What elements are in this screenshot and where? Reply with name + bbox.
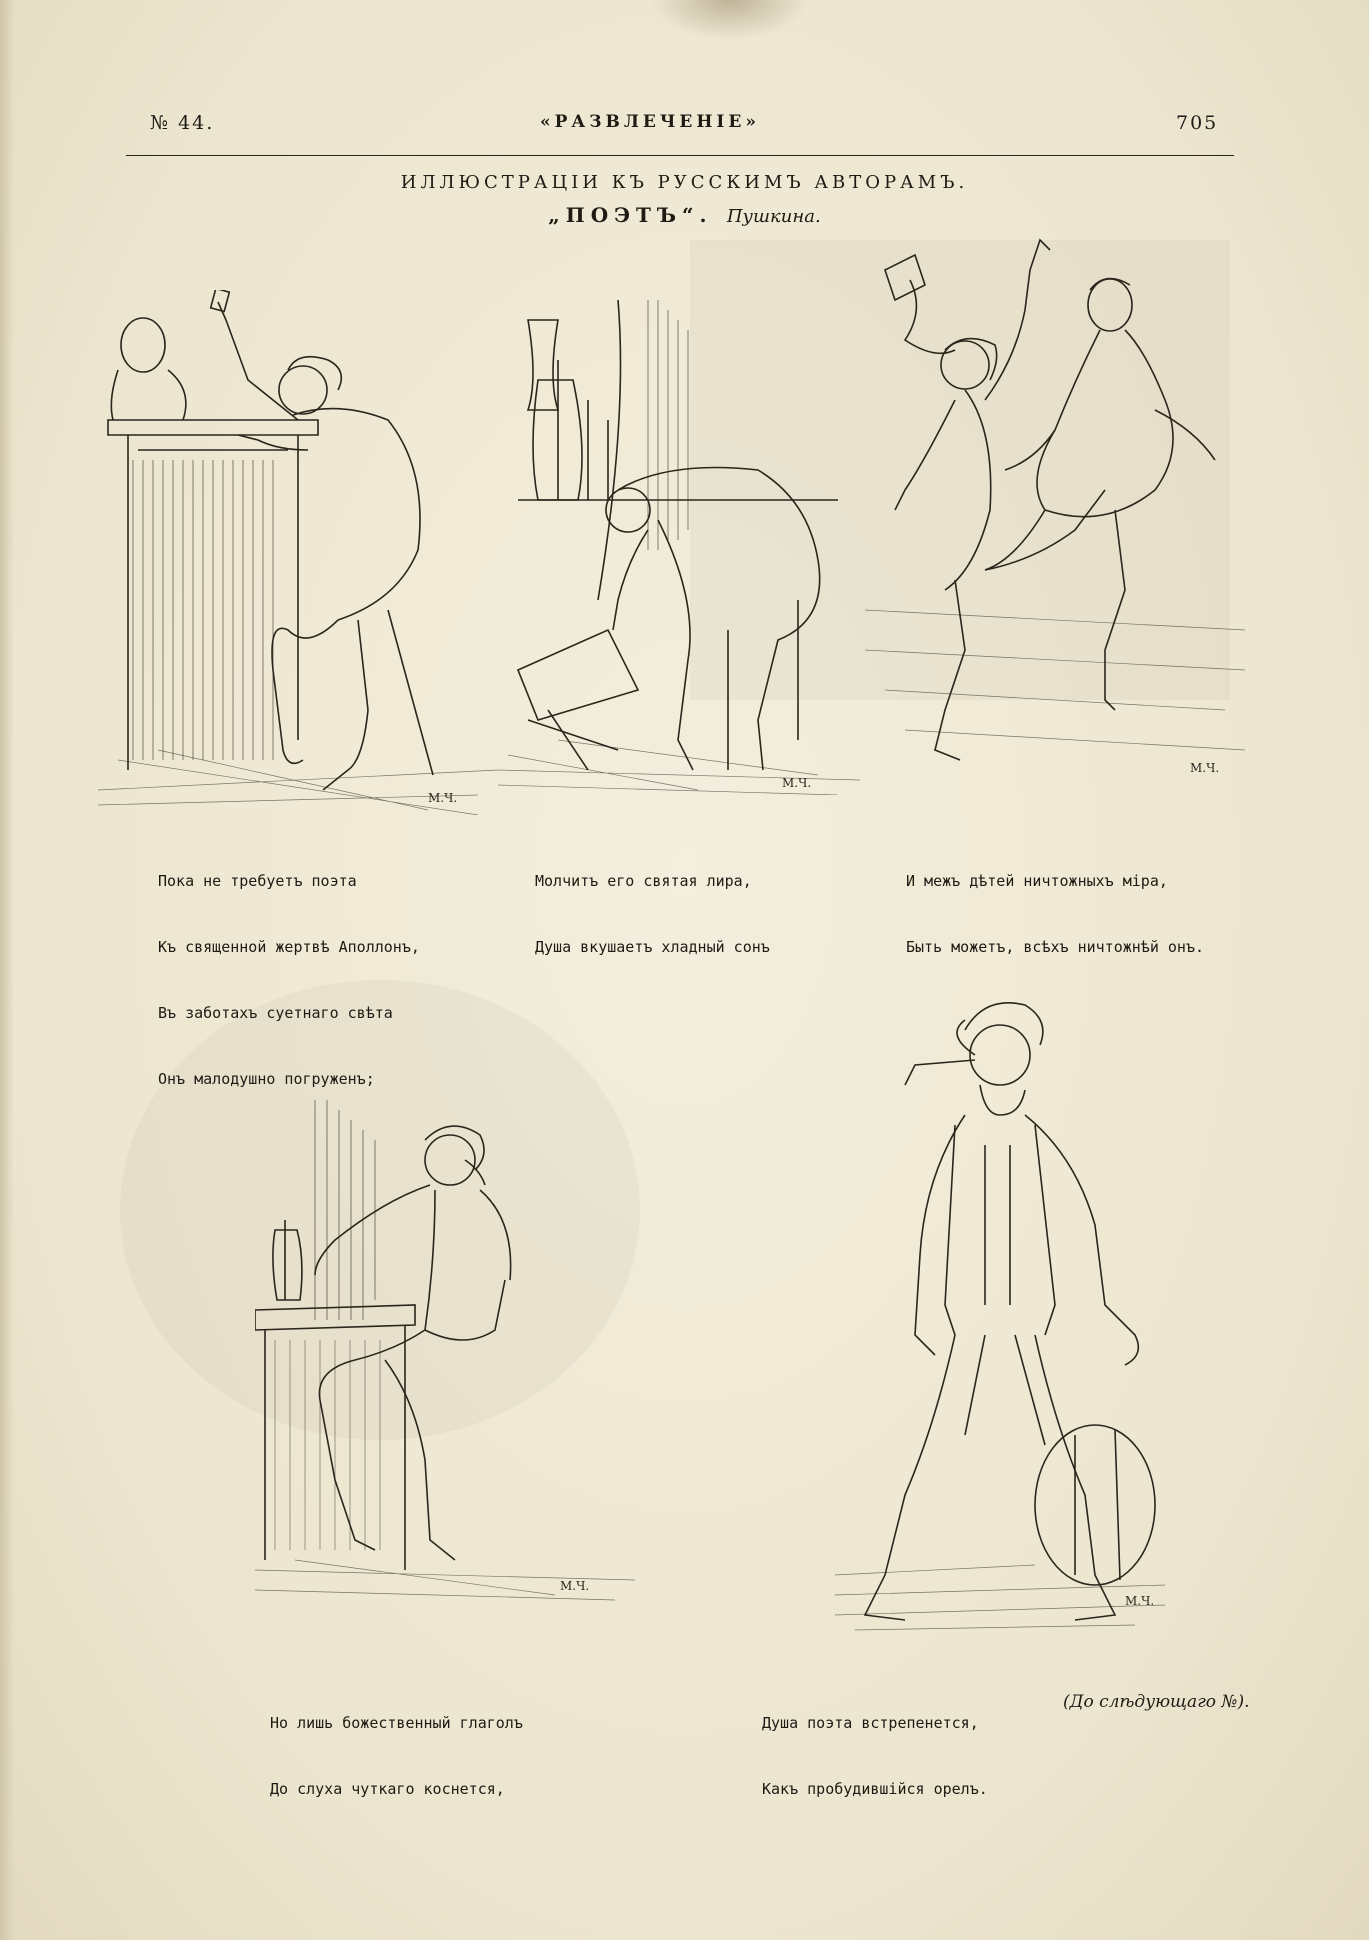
caption-verse-4 [270, 1668, 523, 1844]
verse-line: Быть можетъ, всѣхъ ничтожнѣй онъ. [906, 938, 1205, 956]
signature-1: М.Ч. [428, 791, 458, 805]
signature-3: М.Ч. [1190, 761, 1220, 775]
poem-title [0, 203, 1369, 227]
illustration-card-game [98, 290, 498, 815]
continued-note: (До слѣдующаго №). [1063, 1692, 1250, 1712]
section-title: ИЛЛЮСТРАЦІИ КЪ РУССКИМЪ АВТОРАМЪ. [400, 172, 969, 193]
poem-author: Пушкина. [726, 206, 821, 227]
signature-2: М.Ч. [782, 776, 812, 790]
signature-5: М.Ч. [1125, 1594, 1155, 1608]
illustration-sleeping-poet [498, 300, 860, 795]
illustration-dancing [865, 230, 1245, 795]
verse-line: Но лишь божественный глаголъ [270, 1714, 523, 1732]
illustration-awakened-poet [835, 975, 1165, 1635]
verse-line: Онъ малодушно погруженъ; [158, 1070, 375, 1088]
caption-verse-2 [535, 826, 770, 1002]
magazine-title: «РАЗВЛЕЧЕНІЕ» [540, 112, 760, 132]
caption-verse-1 [158, 826, 420, 1134]
page-tear [650, 0, 810, 40]
verse-line: Въ заботахъ суетнаго свѣта [158, 1004, 393, 1022]
verse-line: Молчитъ его святая лира, [535, 872, 752, 890]
header-rule [126, 155, 1234, 156]
issue-number: № 44. [150, 112, 215, 134]
page-fold-shadow [0, 0, 14, 1940]
poem-name: „ПОЭТЪ“. [548, 203, 713, 227]
verse-line: Душа вкушаетъ хладный сонъ [535, 938, 770, 956]
verse-line: Какъ пробудившійся орелъ. [762, 1780, 988, 1798]
caption-verse-5 [762, 1668, 988, 1844]
verse-line: Пока не требуетъ поэта [158, 872, 357, 890]
verse-line: И межъ дѣтей ничтожныхъ міра, [906, 872, 1168, 890]
verse-line: Душа поэта встрепенется, [762, 1714, 979, 1732]
page-number: 705 [1176, 112, 1219, 134]
signature-4: М.Ч. [560, 1579, 590, 1593]
verse-line: Къ священной жертвѣ Аполлонъ, [158, 938, 420, 956]
verse-line: До слуха чуткаго коснется, [270, 1780, 505, 1798]
illustration-seated-poet [255, 1100, 635, 1605]
